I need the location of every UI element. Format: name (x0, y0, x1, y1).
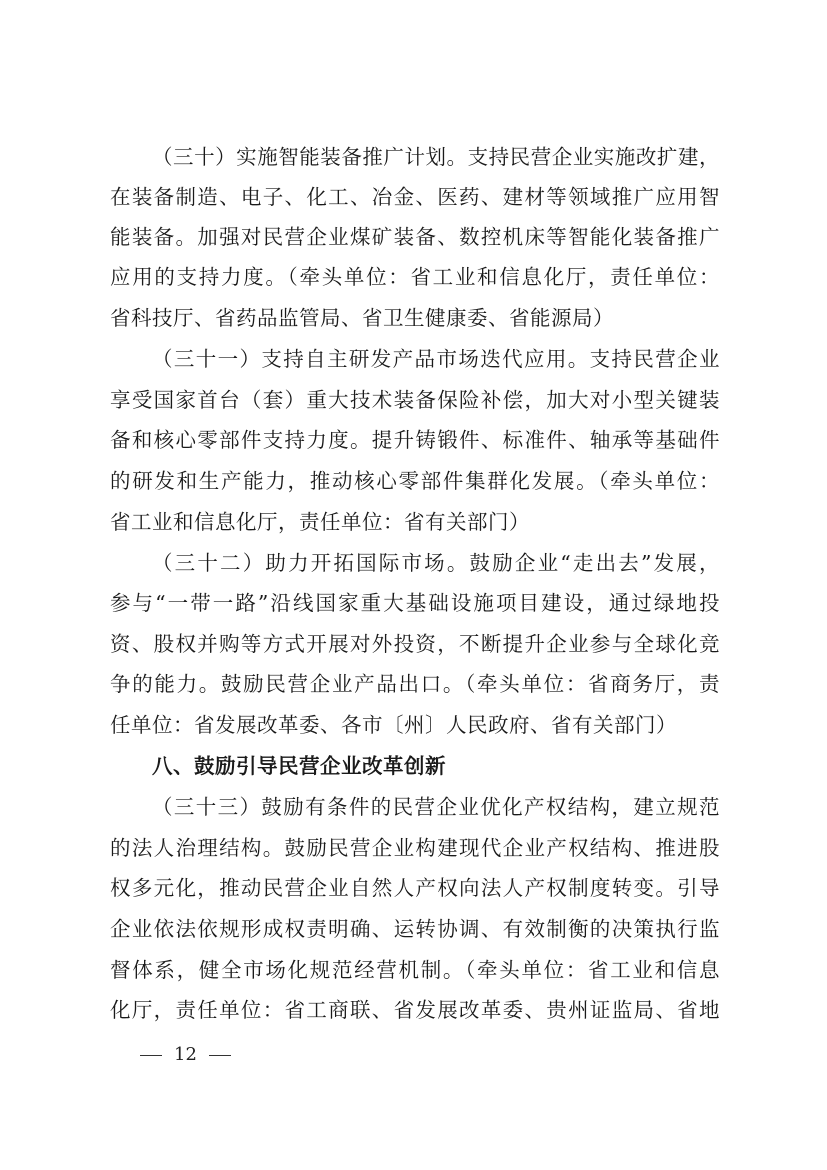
paragraph-31-line-3: 备和核心零部件支持力度。提升铸锻件、标准件、轴承等基础件 (110, 428, 720, 452)
paragraph-32-line-3: 资、股权并购等方式开展对外投资，不断提升企业参与全球化竞 (110, 632, 720, 656)
paragraph-33-line-6: 化厅，责任单位：省工商联、省发展改革委、贵州证监局、省地 (110, 998, 720, 1022)
footer-left-dash (140, 1055, 162, 1056)
paragraph-30-line-1: （三十）实施智能装备推广计划。支持民营企业实施改扩建， (152, 145, 720, 169)
section-heading: 八、鼓励引导民营企业改革创新 (152, 754, 446, 778)
paragraph-30-line-2: 在装备制造、电子、化工、冶金、医药、建材等领域推广应用智 (110, 185, 720, 209)
paragraph-30-line-3: 能装备。加强对民营企业煤矿装备、数控机床等智能化装备推广 (110, 225, 720, 249)
paragraph-30-line-5: 省科技厅、省药品监管局、省卫生健康委、省能源局） (110, 306, 614, 330)
paragraph-31-line-1: （三十一）支持自主研发产品市场迭代应用。支持民营企业 (152, 347, 720, 371)
footer-right-dash (209, 1055, 231, 1056)
paragraph-31-line-2: 享受国家首台（套）重大技术装备保险补偿，加大对小型关键装 (110, 388, 720, 412)
paragraph-33-line-4: 企业依法依规形成权责明确、运转协调、有效制衡的决策执行监 (110, 917, 720, 941)
paragraph-33-line-2: 的法人治理结构。鼓励民营企业构建现代企业产权结构、推进股 (110, 836, 720, 860)
paragraph-33-line-1: （三十三）鼓励有条件的民营企业优化产权结构，建立规范 (152, 795, 720, 819)
paragraph-33-line-5: 督体系，健全市场化规范经营机制。（牵头单位：省工业和信息 (110, 958, 720, 982)
paragraph-32-line-4: 争的能力。鼓励民营企业产品出口。（牵头单位：省商务厅，责 (110, 672, 720, 696)
page-footer (128, 1040, 243, 1070)
paragraph-33-line-3: 权多元化，推动民营企业自然人产权向法人产权制度转变。引导 (110, 876, 720, 900)
page-number: 12 (174, 1044, 197, 1065)
paragraph-30-line-4: 应用的支持力度。（牵头单位：省工业和信息化厅，责任单位： (110, 265, 720, 289)
paragraph-32-line-5: 任单位：省发展改革委、各市〔州〕人民政府、省有关部门） (110, 713, 677, 737)
paragraph-32-line-1: （三十二）助力开拓国际市场。鼓励企业“走出去”发展， (152, 551, 720, 575)
paragraph-31-line-4: 的研发和生产能力，推动核心零部件集群化发展。（牵头单位： (110, 469, 720, 493)
paragraph-32-line-2: 参与“一带一路”沿线国家重大基础设施项目建设，通过绿地投 (110, 591, 720, 615)
paragraph-31-line-5: 省工业和信息化厅，责任单位：省有关部门） (110, 510, 530, 534)
